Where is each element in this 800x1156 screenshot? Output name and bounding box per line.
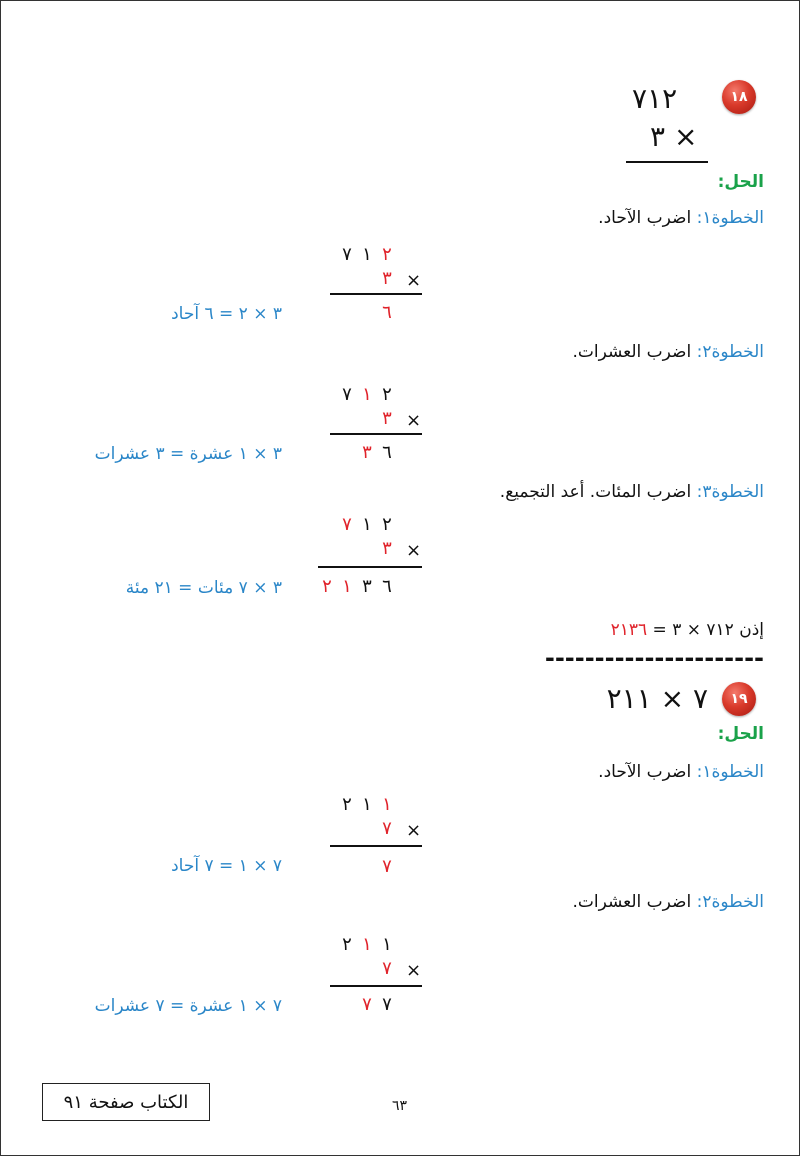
p18-s1-note: ٣ × ٢ = ٦ آحاد	[171, 304, 282, 324]
p18-s3-digit-hundreds: ٧	[342, 514, 352, 535]
p19-s1-note: ٧ × ١ = ٧ آحاد	[171, 856, 282, 876]
p18-s1-multiplier: ٣	[382, 268, 392, 289]
p19-s2-multiplier: ٧	[382, 958, 392, 979]
problem-18-rule	[626, 161, 708, 163]
p18-s2-digit-tens: ١	[362, 384, 372, 405]
p18-s2-digit-ones: ٢	[382, 384, 392, 405]
p18-s2-note: ٣ × ١ عشرة = ٣ عشرات	[94, 444, 282, 464]
p18-s2-times-sign: ×	[406, 410, 422, 431]
p18-s3-result-hundreds: ١	[342, 576, 352, 597]
p18-s2-result-ones: ٦	[382, 442, 392, 463]
p19-s1-multiplier: ٧	[382, 818, 392, 839]
p19-s2-digit-ones: ١	[382, 934, 392, 955]
p19-s2-note: ٧ × ١ عشرة = ٧ عشرات	[94, 996, 282, 1016]
p18-s3-multiplier: ٣	[382, 538, 392, 559]
p19-s1-result-ones: ٧	[382, 856, 392, 877]
problem-18-solution-label: الحل:	[717, 172, 764, 192]
p18-step3-label: الخطوة٣:	[696, 482, 764, 502]
p19-step2-heading	[572, 892, 764, 912]
p18-step2-label: الخطوة٢:	[696, 342, 764, 362]
p19-s2-times-sign: ×	[406, 960, 422, 981]
p19-step1-text: اضرب الآحاد.	[598, 762, 697, 782]
p18-s1-times-sign: ×	[406, 270, 422, 291]
p18-s3-note: ٣ × ٧ مئات = ٢١ مئة	[125, 578, 282, 598]
p18-s2-digit-hundreds: ٧	[342, 384, 352, 405]
p18-s2-multiplier: ٣	[382, 408, 392, 429]
p18-step1-label: الخطوة١:	[696, 208, 764, 228]
p18-conclusion	[611, 620, 764, 640]
p18-s3-digit-ones: ٢	[382, 514, 392, 535]
p18-s1-digit-ones: ٢	[382, 244, 392, 265]
p18-s2-result-tens: ٣	[362, 442, 372, 463]
p18-s3-result-thousands: ٢	[322, 576, 332, 597]
book-reference-box	[42, 1083, 210, 1121]
p18-step1-heading	[598, 208, 764, 228]
p18-s3-times-sign: ×	[406, 540, 422, 561]
p18-s3-rule	[318, 566, 422, 568]
p19-s1-times-sign: ×	[406, 820, 422, 841]
p19-s2-digit-hundreds: ٢	[342, 934, 352, 955]
p19-step1-heading	[598, 762, 764, 782]
problem-18-multiplier: ٣ ×	[650, 120, 698, 153]
page-number: ٦٣	[392, 1098, 408, 1114]
p19-s1-digit-hundreds: ٢	[342, 794, 352, 815]
p19-s2-result-tens: ٧	[362, 994, 372, 1015]
p18-s1-digit-hundreds: ٧	[342, 244, 352, 265]
p18-step3-heading	[500, 482, 764, 502]
p19-step2-text: اضرب العشرات.	[572, 892, 697, 912]
p18-step2-heading	[572, 342, 764, 362]
p19-s1-digit-tens: ١	[362, 794, 372, 815]
problem-19-expression: ٧ × ٢١١	[606, 682, 708, 715]
p19-step2-label: الخطوة٢:	[696, 892, 764, 912]
book-reference-text: الكتاب صفحة ٩١	[63, 1091, 189, 1113]
p19-s1-digit-ones: ١	[382, 794, 392, 815]
p18-s1-digit-tens: ١	[362, 244, 372, 265]
p18-s3-result-ones: ٦	[382, 576, 392, 597]
problem-19-solution-label: الحل:	[717, 724, 764, 744]
p18-s2-rule	[330, 433, 422, 435]
p18-conclusion-prefix: إذن ٧١٢ × ٣ =	[647, 620, 764, 640]
p19-s2-rule	[330, 985, 422, 987]
problem-18-top-number: ٧١٢	[632, 82, 678, 115]
p19-s1-rule	[330, 845, 422, 847]
p18-s3-digit-tens: ١	[362, 514, 372, 535]
section-separator: ----------------------	[544, 644, 764, 672]
p19-step1-label: الخطوة١:	[696, 762, 764, 782]
p18-step1-text: اضرب الآحاد.	[598, 208, 697, 228]
p18-conclusion-answer: ٢١٣٦	[610, 620, 648, 640]
problem-18-badge: ١٨	[722, 80, 756, 114]
p18-s1-rule	[330, 293, 422, 295]
p18-step2-text: اضرب العشرات.	[572, 342, 697, 362]
p19-s2-digit-tens: ١	[362, 934, 372, 955]
p18-s3-result-tens: ٣	[362, 576, 372, 597]
p19-s2-result-ones: ٧	[382, 994, 392, 1015]
problem-19-badge: ١٩	[722, 682, 756, 716]
p18-step3-text: اضرب المئات. أعد التجميع.	[499, 482, 697, 502]
p18-s1-result-ones: ٦	[382, 302, 392, 323]
